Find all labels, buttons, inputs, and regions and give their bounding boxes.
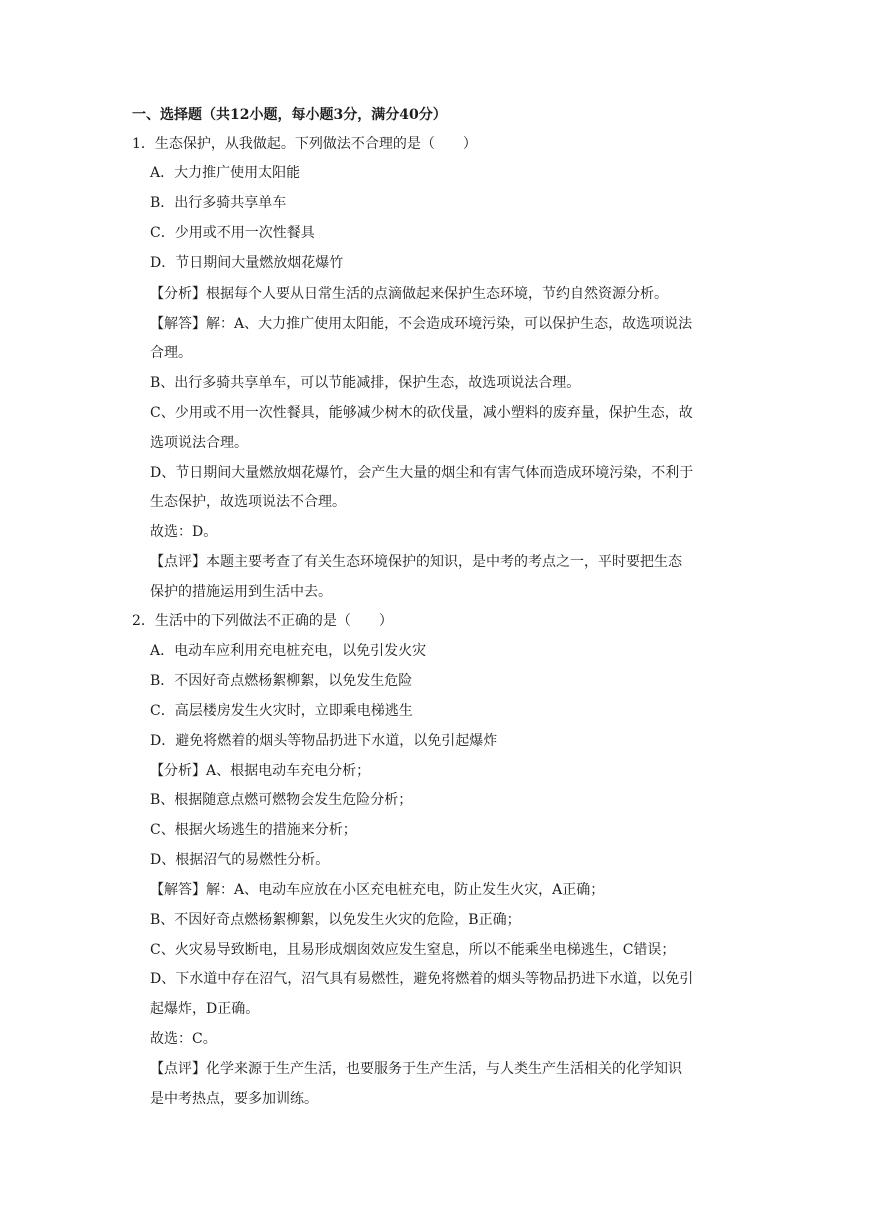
option-c: C．高层楼房发生火灾时，立即乘电梯逃生 bbox=[150, 703, 413, 719]
question-stem: 2．生活中的下列做法不正确的是（ ） bbox=[132, 613, 393, 629]
analysis-line: 【分析】A、根据电动车充电分析； bbox=[150, 763, 371, 779]
option-a: A．大力推广使用太阳能 bbox=[150, 165, 301, 181]
analysis-line: C、根据火场逃生的措施来分析； bbox=[150, 822, 357, 838]
answer-line: B、不因好奇点燃杨絮柳絮，以免发生火灾的危险，B正确； bbox=[150, 912, 521, 928]
analysis-line: 【分析】根据每个人要从日常生活的点滴做起来保护生态环境，节约自然资源分析。 bbox=[150, 286, 668, 302]
answer-line: C、少用或不用一次性餐具，能够减少树木的砍伐量，减小塑料的废弃量，保护生态，故 bbox=[150, 405, 693, 421]
question-stem: 1．生态保护，从我做起。下列做法不合理的是（ ） bbox=[132, 136, 477, 152]
option-d: D．节日期间大量燃放烟花爆竹 bbox=[150, 255, 344, 271]
comment-line: 【点评】化学来源于生产生活，也要服务于生产生活，与人类生产生活相关的化学知识 bbox=[150, 1061, 682, 1077]
final-answer: 故选：D。 bbox=[150, 524, 218, 540]
section-title: 一、选择题（共12小题，每小题3分，满分40分） bbox=[132, 107, 447, 123]
answer-line: D、下水道中存在沼气，沼气具有易燃性，避免将燃着的烟头等物品扔进下水道，以免引 bbox=[150, 971, 694, 987]
answer-line: 起爆炸，D正确。 bbox=[150, 1001, 260, 1017]
answer-line: 【解答】解：A、电动车应放在小区充电桩充电，防止发生火灾，A正确； bbox=[150, 882, 605, 898]
analysis-line: D、根据沼气的易燃性分析。 bbox=[150, 852, 330, 868]
final-answer: 故选：C。 bbox=[150, 1031, 217, 1047]
analysis-line: B、根据随意点燃可燃物会发生危险分析； bbox=[150, 792, 413, 808]
comment-line: 【点评】本题主要考查了有关生态环境保护的知识，是中考的考点之一，平时要把生态 bbox=[150, 554, 682, 570]
answer-line: 选项说法合理。 bbox=[150, 435, 248, 451]
answer-line: 生态保护，故选项说法不合理。 bbox=[150, 494, 346, 510]
option-b: B．不因好奇点燃杨絮柳絮，以免发生危险 bbox=[150, 673, 413, 689]
answer-line: 【解答】解：A、大力推广使用太阳能，不会造成环境污染，可以保护生态，故选项说法 bbox=[150, 316, 693, 332]
comment-line: 是中考热点，要多加训练。 bbox=[150, 1091, 318, 1107]
option-b: B．出行多骑共享单车 bbox=[150, 195, 287, 211]
answer-line: B、出行多骑共享单车，可以节能减排，保护生态，故选项说法合理。 bbox=[150, 375, 581, 391]
comment-line: 保护的措施运用到生活中去。 bbox=[150, 584, 332, 600]
option-c: C．少用或不用一次性餐具 bbox=[150, 225, 315, 241]
option-d: D．避免将燃着的烟头等物品扔进下水道，以免引起爆炸 bbox=[150, 733, 498, 749]
option-a: A．电动车应利用充电桩充电，以免引发火灾 bbox=[150, 643, 427, 659]
answer-line: D、节日期间大量燃放烟花爆竹，会产生大量的烟尘和有害气体而造成环境污染，不利于 bbox=[150, 465, 694, 481]
answer-line: C、火灾易导致断电，且易形成烟囱效应发生窒息，所以不能乘坐电梯逃生，C错误； bbox=[150, 942, 676, 958]
answer-line: 合理。 bbox=[150, 345, 192, 361]
